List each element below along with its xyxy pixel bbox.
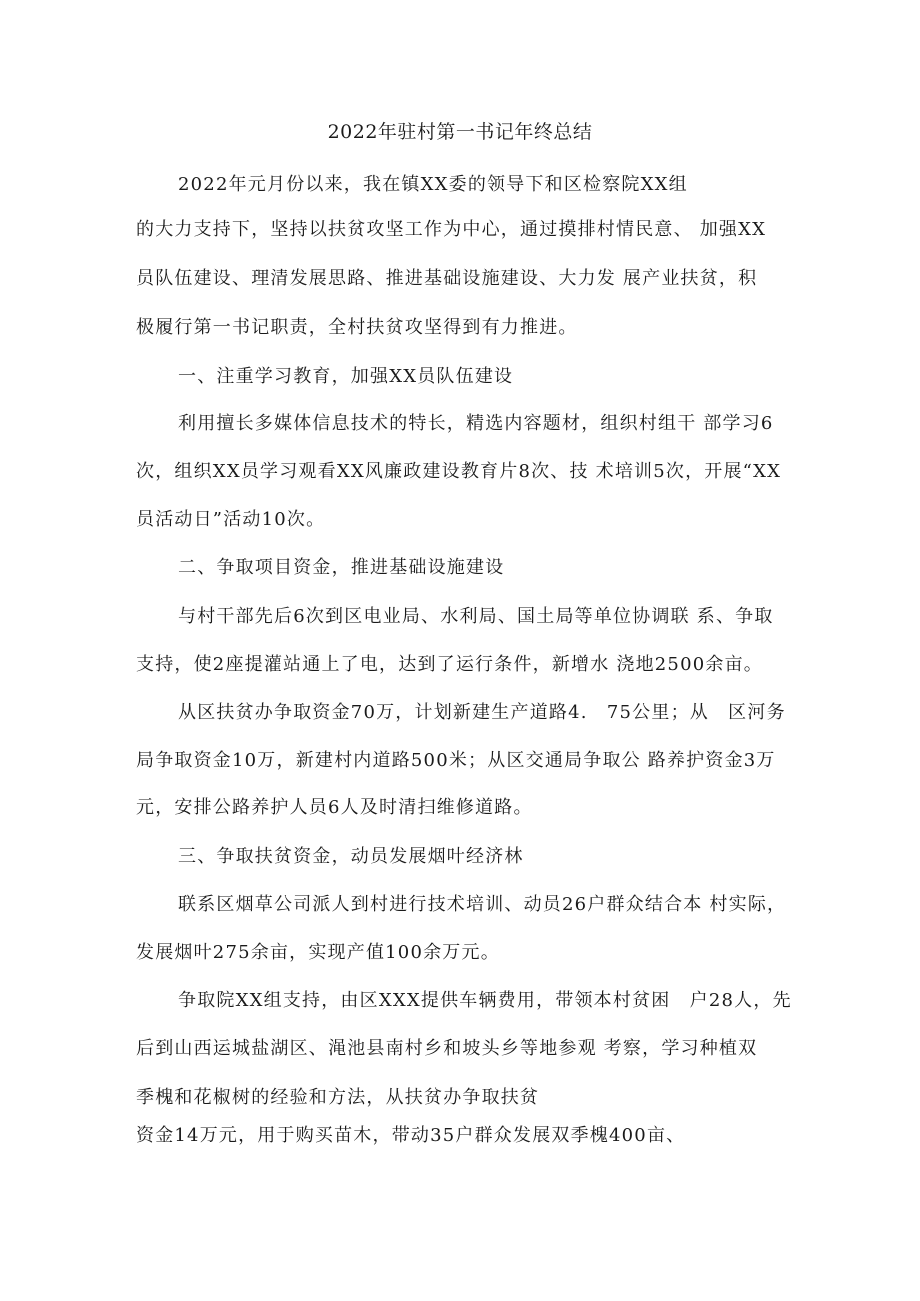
paragraph-2-line-1: 利用擅长多媒体信息技术的特长，精选内容题材，组织村组干 部学习6 (178, 413, 774, 434)
paragraph-4-line-1: 从区扶贫办争取资金70万，计划新建生产道路4. 75公里；从 区河务 (178, 702, 786, 723)
paragraph-6-line-1: 争取院XX组支持，由区XXX提供车辆费用，带领本村贫困 户28人，先 (178, 990, 792, 1011)
paragraph-2-line-2: 次，组织XX员学习观看XX风廉政建设教育片8次、技 术培训5次，开展“XX (136, 461, 782, 482)
paragraph-1-line-1: 2022年元月份以来，我在镇XX委的领导下和区检察院XX组 (178, 174, 688, 195)
document-title: 2022年驻村第一书记年终总结 (327, 121, 593, 143)
paragraph-6-line-3: 季槐和花椒树的经验和方法，从扶贫办争取扶贫 (136, 1087, 540, 1108)
paragraph-3-line-2: 支持，使2座提灌站通上了电，达到了运行条件，新增水 浇地2500余亩。 (136, 654, 763, 675)
paragraph-4-line-2: 局争取资金10万，新建村内道路500米；从区交通局争取公 路养护资金3万 (136, 750, 776, 771)
paragraph-4-line-3: 元，安排公路养护人员6人及时清扫维修道路。 (136, 797, 533, 818)
paragraph-6-line-2: 后到山西运城盐湖区、渑池县南村乡和坡头乡等地参观 考察，学习种植双 (136, 1038, 758, 1059)
paragraph-5-line-2: 发展烟叶275余亩，实现产值100余万元。 (136, 942, 500, 963)
paragraph-1-line-3: 员队伍建设、理清发展思路、推进基础设施建设、大力发 展产业扶贫，积 (136, 268, 758, 289)
paragraph-3-line-1: 与村干部先后6次到区电业局、水利局、国土局等单位协调联 系、争取 (178, 606, 774, 627)
paragraph-1-line-4: 极履行第一书记职责，全村扶贫攻坚得到有力推进。 (136, 317, 578, 338)
section-heading-1: 一、注重学习教育，加强XX员队伍建设 (178, 366, 514, 387)
paragraph-6-line-4: 资金14万元，用于购买苗木，带动35户群众发展双季槐400亩、 (136, 1125, 686, 1146)
section-heading-3: 三、争取扶贫资金，动员发展烟叶经济林 (178, 846, 524, 867)
paragraph-1-line-2: 的大力支持下，坚持以扶贫攻坚工作为中心，通过摸排村情民意、 加强XX (136, 219, 767, 240)
paragraph-2-line-3: 员活动日”活动10次。 (136, 509, 326, 530)
paragraph-5-line-1: 联系区烟草公司派人到村进行技术培训、动员26户群众结合本 村实际， (178, 894, 787, 915)
section-heading-2: 二、争取项目资金，推进基础设施建设 (178, 557, 505, 578)
